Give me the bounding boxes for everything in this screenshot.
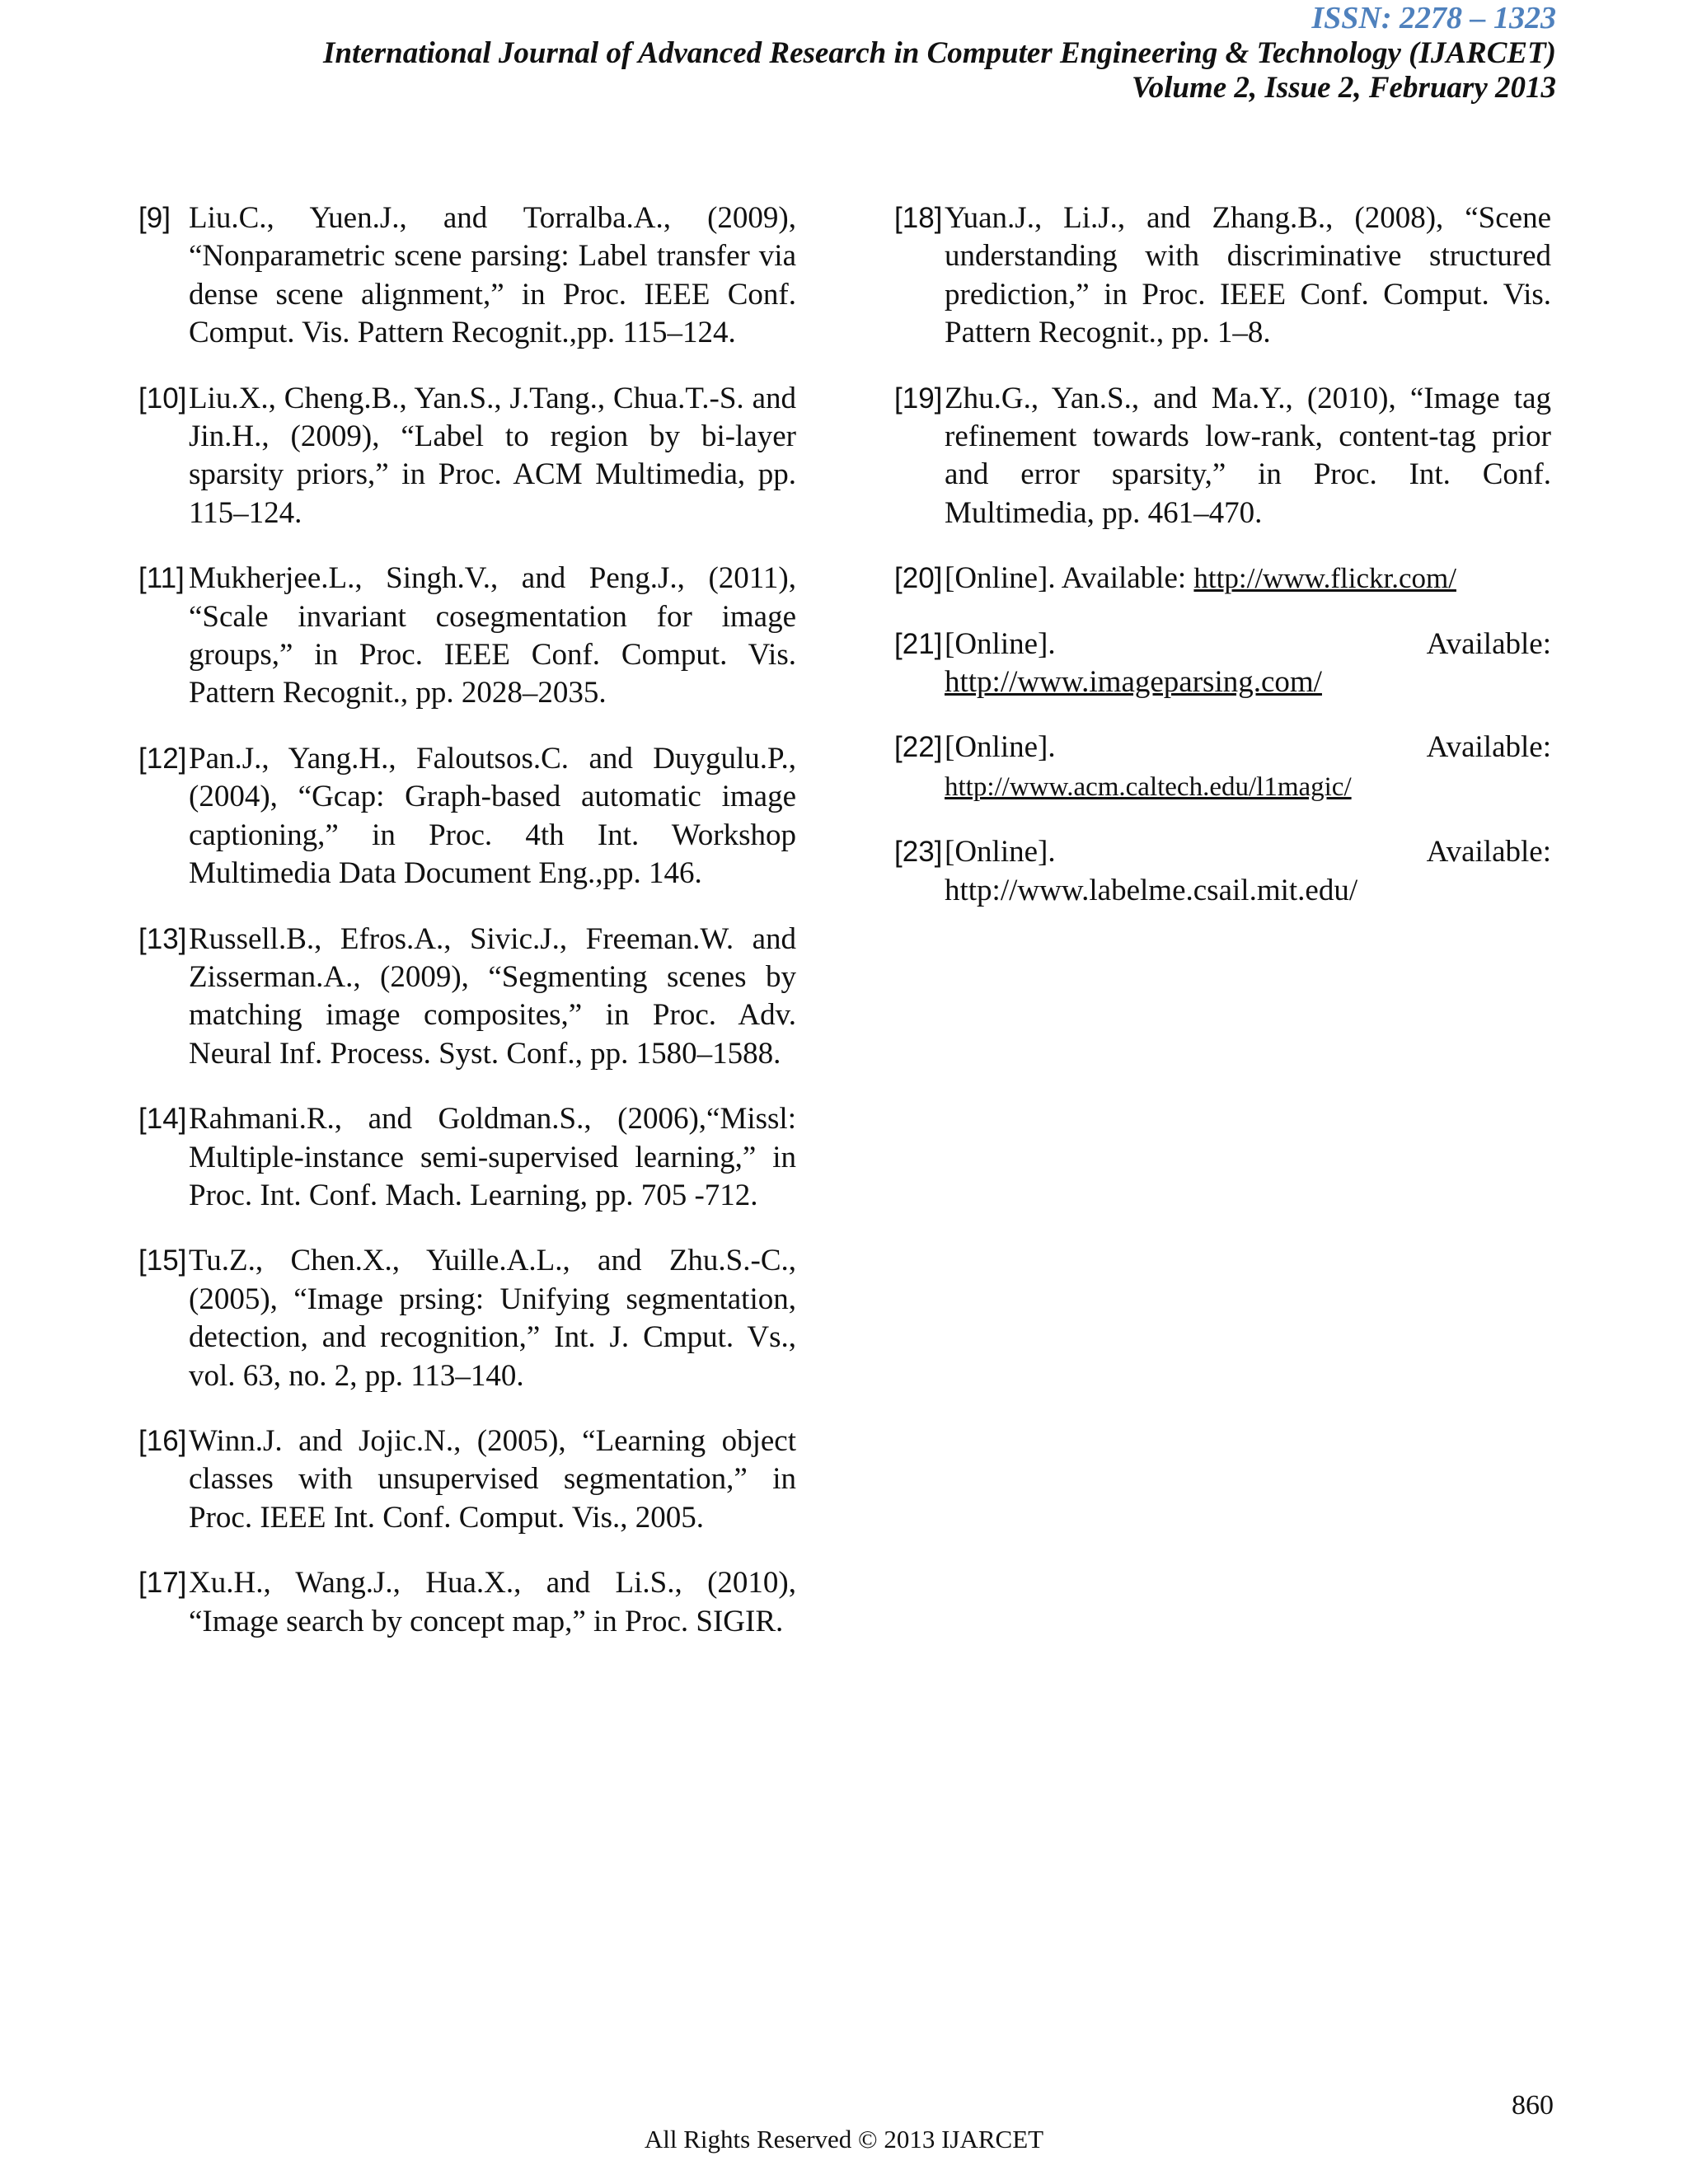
reference-11 — [138, 560, 796, 713]
reference-number: [18] — [894, 202, 943, 234]
reference-text: [Online]. Available: http://www.labelme.csail.mit.edu/ — [945, 835, 1551, 907]
reference-text: [Online]. Available: — [945, 730, 1551, 765]
reference-14 — [138, 1100, 796, 1215]
page-number: 860 — [1512, 2090, 1554, 2121]
reference-17 — [138, 1564, 796, 1641]
reference-23 — [894, 833, 1551, 910]
reference-text: [Online]. Available: — [945, 561, 1194, 596]
references-right-column — [894, 199, 1551, 937]
reference-text: Mukherjee.L., Singh.V., and Peng.J., (2011), “Scale invariant cosegmentation for image groups,” in Proc. IEEE Conf. Comput. Vis. Pattern Recognit., pp. 2028–2035. — [189, 561, 796, 710]
reference-21 — [894, 626, 1551, 702]
reference-text: Rahmani.R., and Goldman.S., (2006),“Missl: Multiple-instance semi-supervised learning,” in Proc. Int. Conf. Mach. Learning, pp. 705 -712. — [189, 1102, 796, 1212]
volume-info: Volume 2, Issue 2, February 2013 — [1132, 71, 1556, 105]
reference-10 — [138, 380, 796, 533]
reference-13 — [138, 921, 796, 1074]
reference-number: [16] — [138, 1424, 187, 1457]
issn: ISSN: 2278 – 1323 — [1311, 1, 1556, 35]
reference-16 — [138, 1422, 796, 1537]
reference-number: [10] — [138, 382, 187, 415]
reference-text: Liu.C., Yuen.J., and Torralba.A., (2009), “Nonparametric scene parsing: Label transfer via dense scene alignment,” in Proc. IEEE Conf. Comput. Vis. Pattern Recognit.,pp. 115–124. — [189, 201, 796, 350]
reference-20 — [894, 560, 1551, 598]
reference-link[interactable]: http://www.imageparsing.com/ — [945, 665, 1322, 700]
reference-text: [Online]. Available: — [945, 626, 1551, 661]
reference-link[interactable]: http://www.flickr.com/ — [1193, 562, 1456, 595]
reference-number: [12] — [138, 742, 187, 775]
reference-number: [14] — [138, 1103, 187, 1136]
reference-number: [15] — [138, 1244, 187, 1277]
reference-number: [19] — [894, 382, 943, 415]
reference-number: [20] — [894, 562, 943, 595]
reference-text: Tu.Z., Chen.X., Yuille.A.L., and Zhu.S.-C., (2005), “Image prsing: Unifying segmentation, detection, and recognition,” Int. J. Cmput. Vs., vol. 63, no. 2, pp. 113–140. — [189, 1244, 796, 1393]
reference-22 — [894, 729, 1551, 806]
reference-text: Xu.H., Wang.J., Hua.X., and Li.S., (2010), “Image search by concept map,” in Proc. SIGIR. — [189, 1566, 796, 1638]
reference-number: [23] — [894, 836, 943, 869]
reference-text: Zhu.G., Yan.S., and Ma.Y., (2010), “Image tag refinement towards low-rank, content-tag prior and error sparsity,” in Proc. Int. Conf. Multimedia, pp. 461–470. — [945, 381, 1551, 530]
reference-12 — [138, 740, 796, 893]
reference-number: [22] — [894, 731, 943, 764]
reference-link[interactable]: http://www.acm.caltech.edu/l1magic/ — [945, 771, 1352, 802]
journal-header — [323, 0, 1556, 105]
reference-number: [21] — [894, 627, 943, 660]
reference-text: Russell.B., Efros.A., Sivic.J., Freeman.W. and Zisserman.A., (2009), “Segmenting scenes by matching image composites,” in Proc. Adv. Neural Inf. Process. Syst. Conf., pp. 1580–1588. — [189, 921, 796, 1071]
reference-text: Yuan.J., Li.J., and Zhang.B., (2008), “Scene understanding with discriminative structured prediction,” in Proc. IEEE Conf. Comput. Vis. Pattern Recognit., pp. 1–8. — [945, 201, 1551, 350]
references-left-column — [138, 199, 796, 1668]
reference-number: [9] — [138, 202, 171, 234]
journal-title: International Journal of Advanced Research in Computer Engineering & Technology (IJARCET) — [323, 36, 1556, 70]
reference-18 — [894, 199, 1551, 353]
reference-text: Winn.J. and Jojic.N., (2005), “Learning object classes with unsupervised segmentation,” in Proc. IEEE Int. Conf. Comput. Vis., 2005. — [189, 1423, 796, 1535]
copyright-footer: All Rights Reserved © 2013 IJARCET — [644, 2125, 1044, 2154]
reference-9 — [138, 199, 796, 353]
reference-15 — [138, 1242, 796, 1395]
reference-text: Pan.J., Yang.H., Faloutsos.C. and Duygulu.P., (2004), “Gcap: Graph-based automatic image captioning,” in Proc. 4th Int. Workshop Multimedia Data Document Eng.,pp. 146. — [189, 741, 796, 891]
reference-number: [11] — [138, 562, 185, 595]
reference-number: [17] — [138, 1567, 187, 1600]
reference-text: Liu.X., Cheng.B., Yan.S., J.Tang., Chua.T.-S. and Jin.H., (2009), “Label to region by bi-layer sparsity priors,” in Proc. ACM Multimedia, pp. 115–124. — [189, 381, 796, 530]
reference-number: [13] — [138, 922, 187, 955]
reference-19 — [894, 380, 1551, 533]
